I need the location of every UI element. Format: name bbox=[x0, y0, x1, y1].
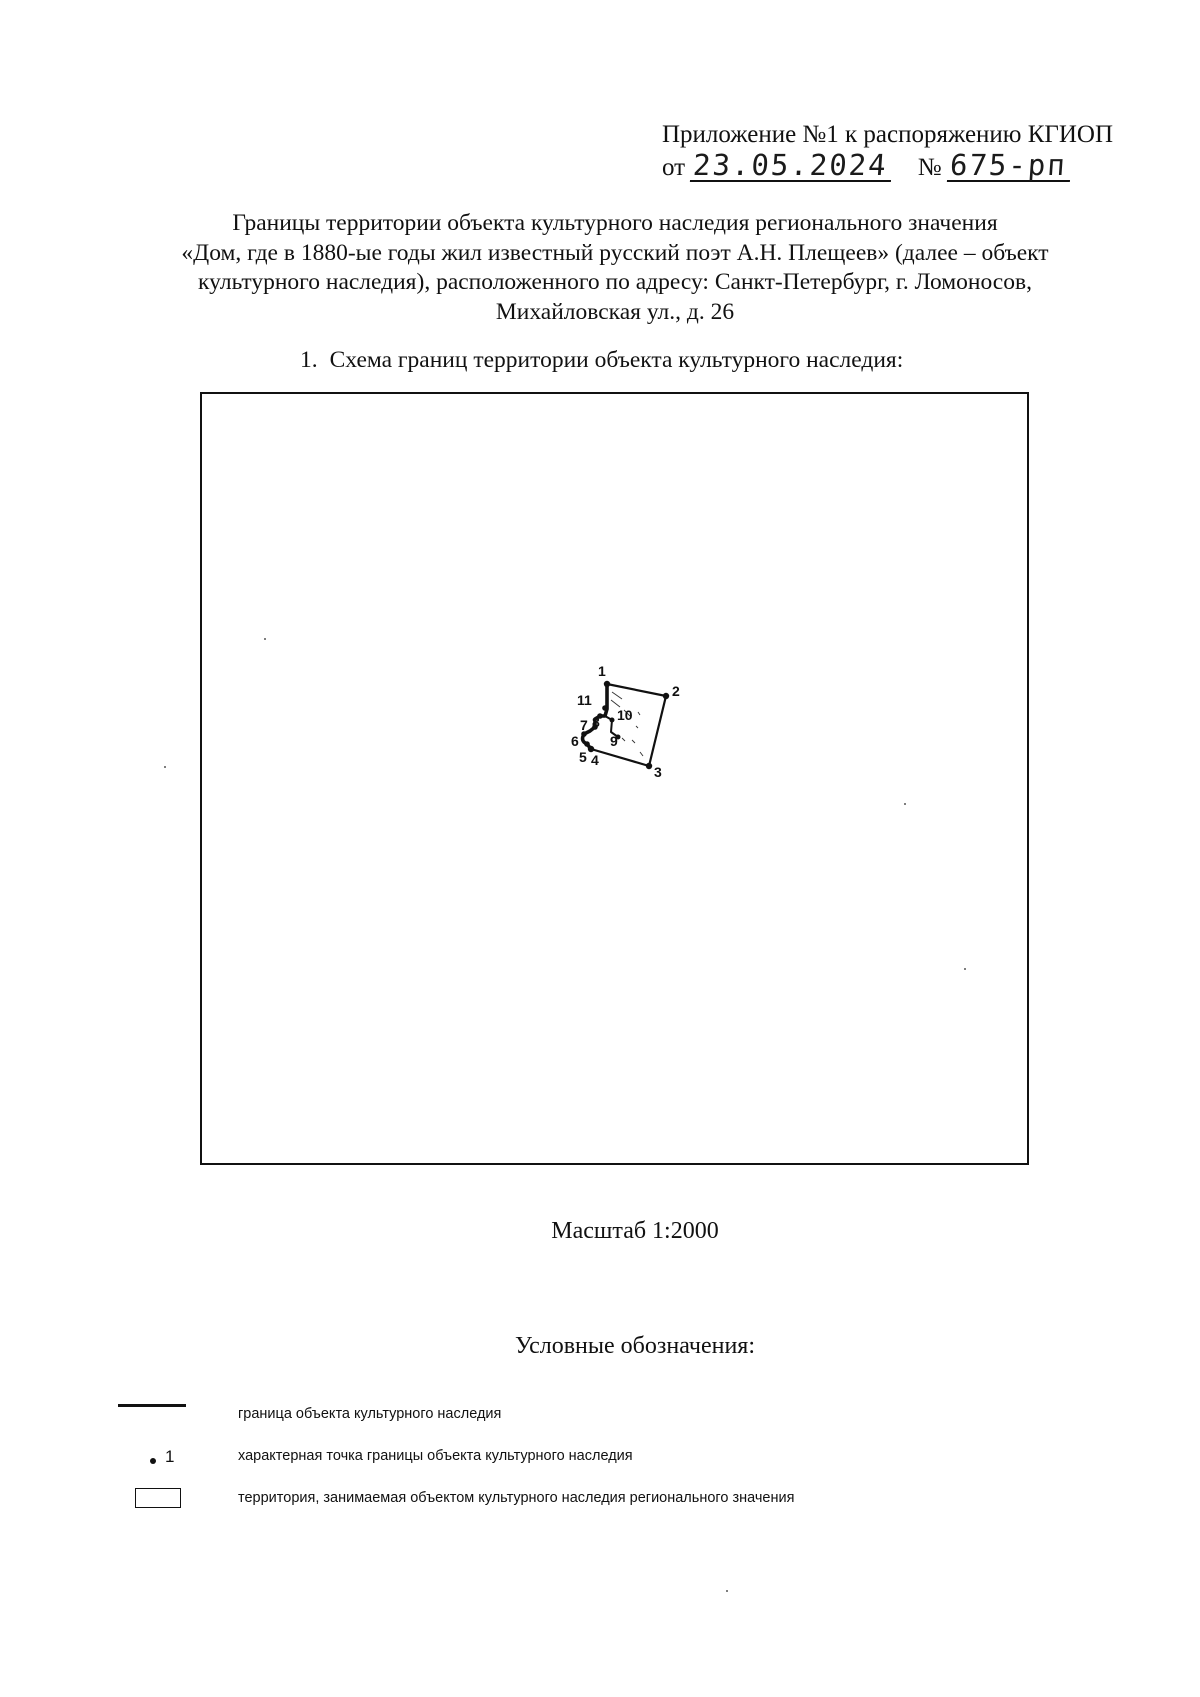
boundary-outline bbox=[591, 684, 666, 766]
point-label-8: 8 bbox=[592, 714, 600, 730]
boundary-scheme-map bbox=[200, 392, 1029, 1165]
boundary-point-3 bbox=[646, 763, 652, 769]
point-label-11: 11 bbox=[577, 692, 592, 708]
title-line-1: Границы территории объекта культурного наследия регионального значения bbox=[232, 210, 998, 236]
legend-item-territory bbox=[110, 1479, 1110, 1519]
territory-swatch bbox=[135, 1488, 181, 1508]
order-date-number bbox=[662, 150, 1122, 185]
legend-text-boundary-point: характерная точка границы объекта культурного наследия bbox=[238, 1448, 633, 1464]
legend-text-territory: территория, занимаемая объектом культурного наследия регионального значения bbox=[238, 1490, 795, 1506]
title-line-2: «Дом, где в 1880-ые годы жил известный русский поэт А.Н. Плещеев» (далее – объект bbox=[181, 239, 1049, 266]
scan-speck bbox=[964, 968, 966, 970]
boundary-point-1 bbox=[604, 681, 610, 687]
number-sign: № bbox=[917, 154, 942, 181]
scan-speck bbox=[726, 1590, 728, 1592]
point-label-2: 2 bbox=[672, 683, 680, 699]
point-label-7: 7 bbox=[580, 717, 588, 733]
boundary-point-symbol-label: 1 bbox=[165, 1447, 175, 1466]
section-heading bbox=[300, 347, 903, 374]
point-label-6: 6 bbox=[571, 733, 579, 749]
appendix-header bbox=[662, 118, 1122, 185]
title-line-3: культурного наследия), расположенного по адресу: Санкт-Петербург, г. Ломоносов, bbox=[198, 269, 1032, 295]
title-line-4: Михайловская ул., д. 26 bbox=[495, 298, 735, 325]
boundary-scheme-drawing bbox=[202, 394, 1027, 1163]
boundary-point-symbol bbox=[110, 1437, 190, 1477]
handwritten-order-number: 675-рп bbox=[946, 150, 1071, 182]
legend-text-boundary-line: граница объекта культурного наследия bbox=[238, 1406, 502, 1422]
point-label-4: 4 bbox=[591, 752, 599, 768]
handwritten-date: 23.05.2024 bbox=[690, 150, 893, 182]
point-label-1: 1 bbox=[598, 663, 606, 679]
section-text: Схема границ территории объекта культурного наследия: bbox=[329, 347, 904, 373]
scan-speck bbox=[264, 638, 266, 640]
legend bbox=[110, 1395, 1110, 1521]
legend-item-boundary-line bbox=[110, 1395, 1110, 1435]
point-label-10: 10 bbox=[617, 707, 633, 723]
boundary-point-11 bbox=[602, 705, 608, 711]
scan-speck bbox=[904, 803, 906, 805]
section-number: 1. bbox=[300, 347, 318, 373]
legend-item-boundary-point bbox=[110, 1437, 1110, 1477]
from-prefix: от bbox=[662, 154, 686, 181]
boundary-point-dot bbox=[150, 1458, 156, 1464]
boundary-line-symbol bbox=[110, 1395, 190, 1435]
document-title bbox=[100, 209, 1130, 327]
boundary-point-10 bbox=[610, 718, 615, 723]
boundary-line-swatch bbox=[118, 1404, 186, 1407]
territory-symbol bbox=[110, 1479, 190, 1519]
point-label-5: 5 bbox=[579, 749, 587, 765]
boundary-point-2 bbox=[663, 693, 669, 699]
scan-speck bbox=[164, 766, 166, 768]
legend-title: Условные обозначения: bbox=[514, 1333, 756, 1359]
boundary-point-5 bbox=[584, 741, 590, 747]
point-label-9: 9 bbox=[610, 733, 618, 749]
appendix-reference: Приложение №1 к распоряжению КГИОП bbox=[662, 121, 1114, 148]
map-scale: Масштаб 1:2000 bbox=[551, 1218, 719, 1244]
point-label-3: 3 bbox=[654, 764, 662, 780]
